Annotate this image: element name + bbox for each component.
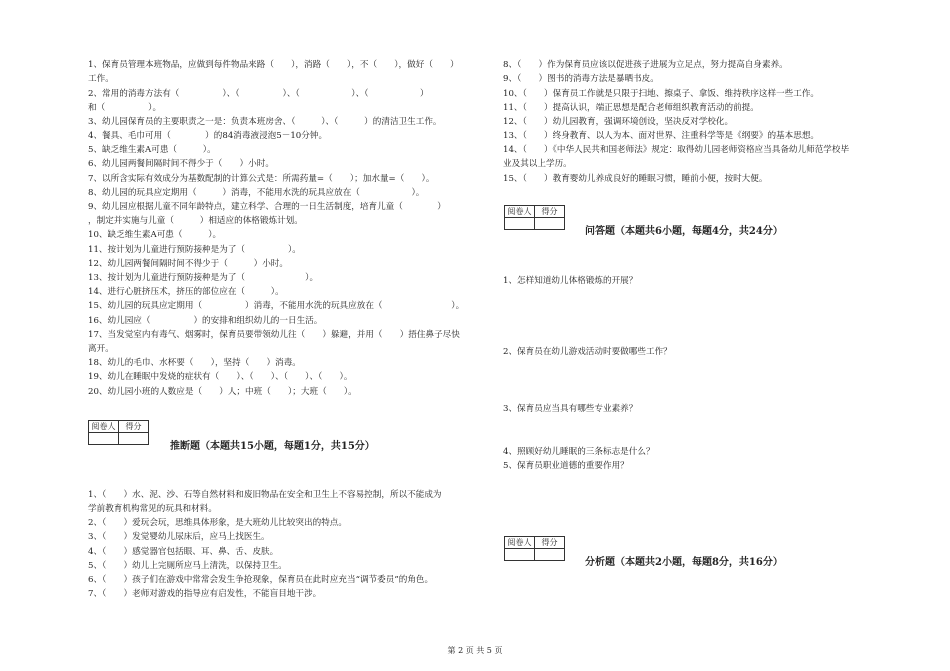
analysis-score-box — [504, 536, 565, 561]
score-label: 得分 — [119, 421, 149, 433]
fill-blank-question: 2、常用的消毒方法有（ ）、（ ）、（ ）、（ ） — [88, 89, 429, 99]
judge-question: 7、（ ）老师对游戏的指导应有启发性，不能盲目地干涉。 — [88, 589, 322, 599]
judge-question: 9、（ ）图书的消毒方法是暴晒书皮。 — [503, 74, 659, 84]
fill-blank-question: 20、幼儿园小班的人数应是（ ）人；中班（ ）；大班（ ）。 — [88, 387, 357, 397]
fill-blank-question: 和（ ）。 — [88, 103, 162, 113]
judge-score-box — [88, 420, 149, 445]
fill-blank-question: 12、幼儿园两餐间隔时间不得少于（ ）小时。 — [88, 259, 288, 269]
analysis-section-title: 分析题（本题共2小题，每题8分，共16分） — [585, 557, 783, 568]
fill-blank-question: 8、幼儿园的玩具应定期用（ ）消毒，不能用水洗的玩具应放在（ ）。 — [88, 188, 425, 198]
judge-question: 6、（ ）孩子们在游戏中常常会发生争抢现象，保育员在此时应充当“调节委员”的角色。 — [88, 575, 434, 585]
fill-blank-question: 15、幼儿园的玩具应定期用（ ）消毒，不能用水洗的玩具应放在（ ）。 — [88, 301, 465, 311]
fill-blank-question: ，制定并实施与儿童（ ）相适应的体格锻炼计划。 — [88, 216, 303, 226]
judge-question: 13、（ ）终身教育、以人为本、面对世界、注重科学等是《纲要》的基本思想。 — [503, 131, 820, 141]
fill-blank-question: 1、保育员管理本班物品，应做到每件物品来路（ ），消路（ ），不（ ），做好（ ） — [88, 60, 459, 70]
grader-label: 阅卷人 — [89, 421, 119, 433]
score-cell — [535, 218, 565, 230]
qa-question: 4、照顾好幼儿睡眠的三条标志是什么？ — [503, 447, 655, 457]
fill-blank-question: 18、幼儿的毛巾、水杯要（ ），坚持（ ）消毒。 — [88, 358, 301, 368]
judge-question: 8、（ ）作为保育员应该以促进孩子进展为立足点，努力提高自身素养。 — [503, 60, 788, 70]
grader-cell — [505, 218, 535, 230]
judge-question: 3、（ ）发觉婴幼儿尿床后，应马上找医生。 — [88, 532, 270, 542]
score-label: 得分 — [535, 537, 565, 549]
grader-cell — [89, 433, 119, 445]
grader-cell — [505, 549, 535, 561]
judge-question: 14、（ ）《中华人民共和国老师法》规定：取得幼儿园老师资格应当具备幼儿师范学校毕 — [503, 145, 850, 155]
fill-blank-question: 13、按计划为儿童进行预防接种是为了（ ）。 — [88, 273, 319, 283]
qa-section-title: 问答题（本题共6小题，每题4分，共24分） — [585, 226, 783, 237]
judge-question: 学前教育机构常见的玩具和材料。 — [88, 504, 217, 514]
fill-blank-question: 11、按计划为儿童进行预防接种是为了（ ）。 — [88, 245, 301, 255]
score-cell — [535, 549, 565, 561]
qa-score-box — [504, 205, 565, 230]
grader-label: 阅卷人 — [505, 537, 535, 549]
fill-blank-question: 6、幼儿园两餐间隔时间不得少于（ ）小时。 — [88, 159, 274, 169]
page-number: 第 2 页 共 5 页 — [447, 646, 503, 655]
judge-question: 业及其以上学历。 — [503, 159, 572, 169]
fill-blank-question: 10、缺乏维生素A可患（ ）。 — [88, 230, 222, 240]
judge-question: 5、（ ）幼儿上完厕所应马上清洗，以保持卫生。 — [88, 561, 287, 571]
fill-blank-question: 离开。 — [88, 344, 114, 354]
judge-question: 10、（ ）保育员工作就是只限于扫地、擦桌子、拿饭、维持秩序这样一些工作。 — [503, 89, 820, 99]
judge-question: 12、（ ）幼儿园教育，强调环境创设，坚决反对学校化。 — [503, 117, 734, 127]
fill-blank-question: 14、进行心脏挤压术，挤压的部位应在（ ）。 — [88, 287, 284, 297]
judge-question: 1、（ ）水、泥、沙、石等自然材料和废旧物品在安全和卫生上不容易控制，所以不能成为 — [88, 490, 442, 500]
fill-blank-question: 4、餐具、毛巾可用（ ）的84消毒液浸泡5－10分钟。 — [88, 131, 328, 141]
fill-blank-question: 7、以所含实际有效成分为基数配制的计算公式是：所需药量=（ ）；加水量=（ ）。 — [88, 174, 435, 184]
qa-question: 1、怎样知道幼儿体格锻炼的开展？ — [503, 276, 638, 286]
fill-blank-question: 工作。 — [88, 74, 114, 84]
fill-blank-question: 19、幼儿在睡眠中发烧的症状有（ ）、（ ）、（ ）、（ ）。 — [88, 372, 353, 382]
fill-blank-question: 9、幼儿园应根据儿童不同年龄特点，建立科学、合理的一日生活制度，培育儿童（ ） — [88, 202, 446, 212]
judge-section-title: 推断题（本题共15小题，每题1分，共15分） — [170, 441, 375, 452]
grader-label: 阅卷人 — [505, 206, 535, 218]
qa-question: 2、保育员在幼儿游戏活动时要做哪些工作？ — [503, 347, 672, 357]
judge-question: 2、（ ）爱玩会玩，思维具体形象，是大班幼儿比较突出的特点。 — [88, 518, 347, 528]
fill-blank-question: 5、缺乏维生素A可患（ ）。 — [88, 145, 216, 155]
judge-question: 11、（ ）提高认识，端正思想是配合老师组织教育活动的前提。 — [503, 103, 759, 113]
qa-question: 5、保育员职业道德的重要作用？ — [503, 461, 629, 471]
judge-question: 15、（ ）教育婴幼儿养成良好的睡眠习惯，睡前小便，按时大便。 — [503, 174, 768, 184]
score-label: 得分 — [535, 206, 565, 218]
fill-blank-question: 3、幼儿园保育员的主要职责之一是：负责本班房舍、（ ）、（ ）的清洁卫生工作。 — [88, 117, 442, 127]
fill-blank-question: 17、当发觉室内有毒气、烟雾时，保育员要带领幼儿往（ ）躲避，并用（ ）捂住鼻子尽快 — [88, 330, 460, 340]
fill-blank-question: 16、幼儿园应（ ）的安排和组织幼儿的一日生活。 — [88, 316, 323, 326]
judge-question: 4、（ ）感觉器官包括眼、耳、鼻、舌、皮肤。 — [88, 547, 279, 557]
score-cell — [119, 433, 149, 445]
qa-question: 3、保育员应当具有哪些专业素养？ — [503, 404, 638, 414]
